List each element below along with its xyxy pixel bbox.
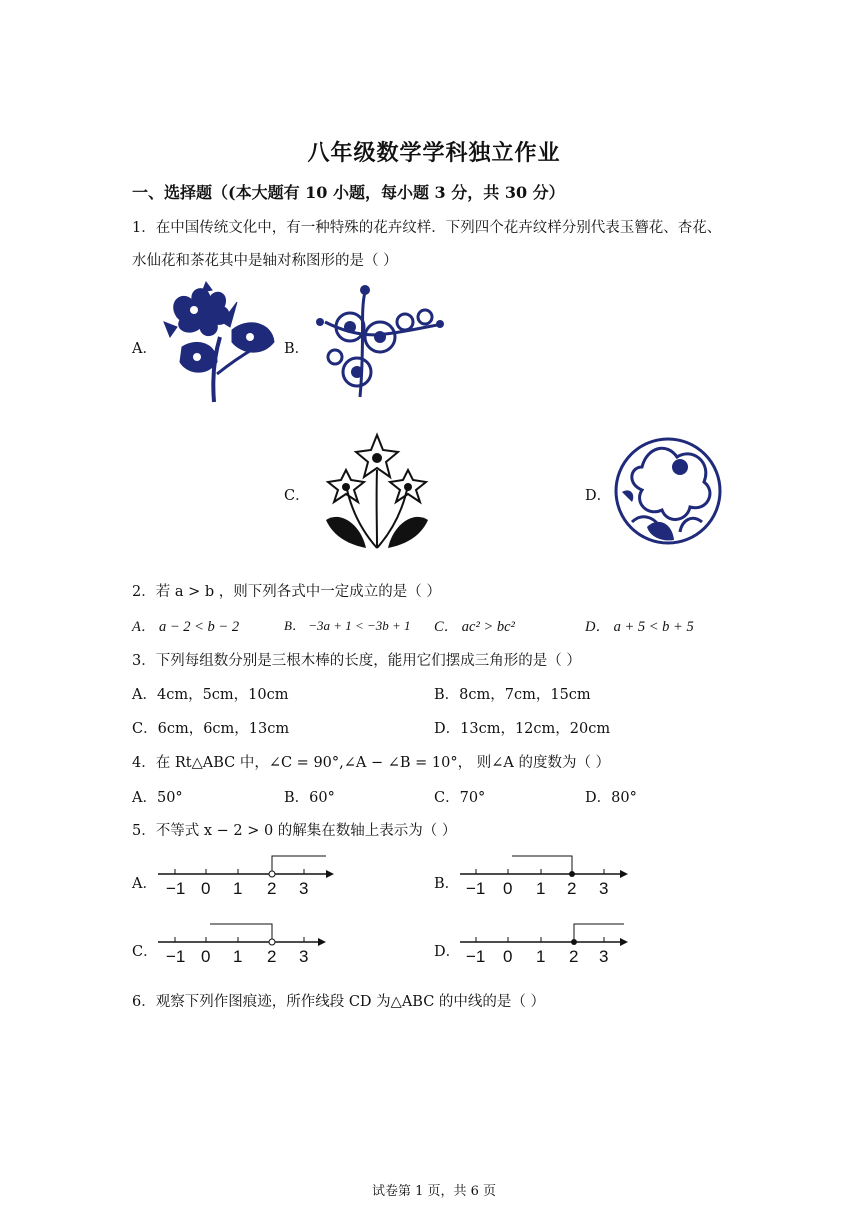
- q5-option-a[interactable]: A．: [132, 876, 157, 892]
- q5-stem: 5．不等式 x − 2 > 0 的解集在数轴上表示为（ ）: [132, 823, 457, 839]
- tick-label: 3: [299, 879, 309, 898]
- q6-stem: 6．观察下列作图痕迹，所作线段 CD 为△ABC 的中线的是（ ）: [132, 994, 546, 1010]
- q1-option-a[interactable]: A．: [132, 341, 157, 357]
- q2-option-d[interactable]: D． a + 5 < b + 5: [585, 619, 694, 635]
- q4-option-a[interactable]: A．50°: [132, 790, 183, 806]
- q1-option-b[interactable]: B．: [284, 341, 310, 357]
- q4-option-c[interactable]: C．70°: [434, 790, 486, 806]
- q2-option-b[interactable]: B． −3a + 1 < −3b + 1: [284, 618, 411, 633]
- q2-option-a[interactable]: A． a − 2 < b − 2: [132, 619, 240, 635]
- q4-option-b[interactable]: B．60°: [284, 790, 335, 806]
- q3-option-a[interactable]: A．4cm，5cm，10cm: [132, 687, 289, 703]
- narcissus-flower-icon: [316, 430, 438, 552]
- section-heading: 一、选择题（(本大题有 10 小题，每小题 3 分，共 30 分）: [132, 183, 565, 202]
- camellia-flower-icon: [612, 432, 724, 550]
- tick-label: 3: [599, 879, 609, 898]
- tick-label: 2: [267, 947, 277, 966]
- tick-label: −1: [166, 947, 186, 966]
- q2-option-c[interactable]: C． ac² > bc²: [434, 619, 515, 635]
- tick-label: 2: [569, 947, 579, 966]
- yuzan-flower-icon: [162, 282, 277, 404]
- tick-label: 0: [201, 947, 211, 966]
- q5-option-c[interactable]: C．: [132, 944, 158, 960]
- tick-label: 3: [599, 947, 609, 966]
- tick-label: 1: [536, 879, 546, 898]
- number-line-c: [158, 920, 338, 966]
- q1-option-c[interactable]: C．: [284, 488, 310, 504]
- tick-label: 0: [201, 879, 211, 898]
- q3-stem: 3．下列每组数分别是三根木棒的长度，能用它们摆成三角形的是（ ）: [132, 653, 581, 669]
- q1-stem-line1: 1．在中国传统文化中，有一种特殊的花卉纹样．下列四个花卉纹样分别代表玉簪花、杏花、: [132, 220, 722, 236]
- q4-stem: 4．在 Rt△ABC 中，∠C = 90°,∠A − ∠B = 10°， 则∠A 的度数为（ ）: [132, 755, 611, 771]
- page-footer: 试卷第 1 页，共 6 页: [371, 1184, 497, 1199]
- tick-label: 1: [536, 947, 546, 966]
- q3-option-d[interactable]: D．13cm，12cm，20cm: [434, 721, 611, 737]
- tick-label: 2: [267, 879, 277, 898]
- tick-label: −1: [466, 879, 486, 898]
- tick-label: 0: [503, 879, 513, 898]
- page-title: 八年级数学学科独立作业: [307, 140, 561, 166]
- tick-label: 2: [567, 879, 577, 898]
- q1-stem-line2: 水仙花和茶花其中是轴对称图形的是（ ）: [132, 253, 398, 269]
- tick-label: 0: [503, 947, 513, 966]
- q4-option-d[interactable]: D．80°: [585, 790, 637, 806]
- tick-label: 1: [233, 947, 243, 966]
- number-line-d: [460, 920, 640, 966]
- tick-label: 3: [299, 947, 309, 966]
- q1-option-d[interactable]: D．: [585, 488, 612, 504]
- q3-option-b[interactable]: B．8cm，7cm，15cm: [434, 687, 591, 703]
- number-line-a: [158, 852, 338, 898]
- tick-label: −1: [166, 879, 186, 898]
- q5-option-b[interactable]: B．: [434, 876, 460, 892]
- q3-option-c[interactable]: C．6cm，6cm，13cm: [132, 721, 290, 737]
- apricot-flower-icon: [305, 282, 447, 404]
- number-line-b: [460, 852, 640, 898]
- tick-label: −1: [466, 947, 486, 966]
- tick-label: 1: [233, 879, 243, 898]
- q2-stem: 2．若 a > b ，则下列各式中一定成立的是（ ）: [132, 584, 441, 600]
- q5-option-d[interactable]: D．: [434, 944, 461, 960]
